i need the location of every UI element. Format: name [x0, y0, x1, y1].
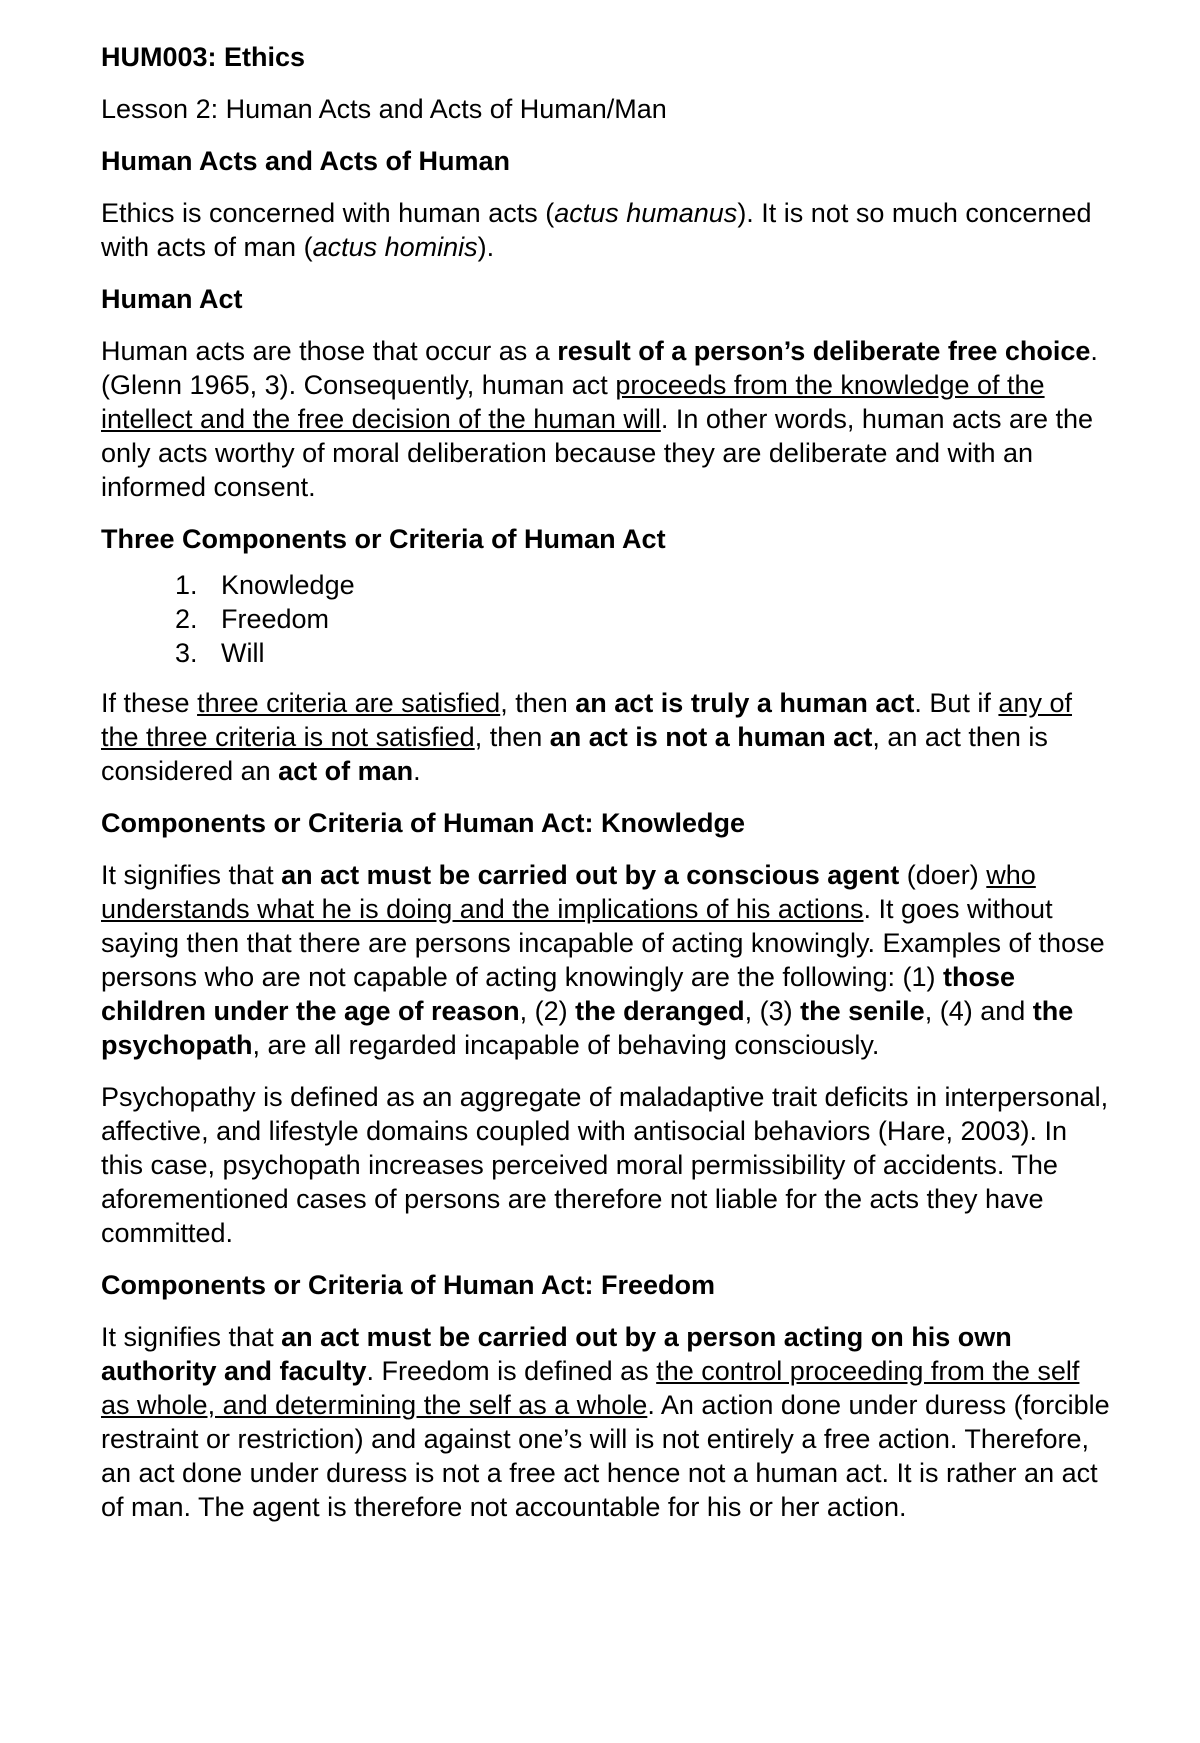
- text-span: . In other words, human acts are the only acts worthy of moral deliberation because they are deliberate and with an informed consent.: [101, 404, 1094, 502]
- heading-three-components: Three Components or Criteria of Human Act: [101, 524, 666, 554]
- bold-text: result of a person’s deliberate free choice: [557, 336, 1091, 366]
- text-span: . Freedom is defined as: [366, 1356, 657, 1386]
- list-item: 2. Freedom: [205, 602, 1110, 636]
- text-span: . But if: [914, 688, 999, 718]
- criteria-list: [101, 568, 1110, 670]
- underlined-text: who understands what he is doing and the implications of his actions: [101, 860, 1036, 924]
- text-span: .: [413, 756, 421, 786]
- italic-term: actus humanus: [554, 198, 738, 228]
- underlined-text: the control proceeding from the self as whole, and determining the self as a whole: [101, 1356, 1080, 1420]
- course-title: HUM003: Ethics: [101, 42, 306, 72]
- paragraph-criteria-satisfied: [101, 686, 1110, 788]
- bold-text: an act must be carried out by a conscious agent: [281, 860, 900, 890]
- heading-knowledge: Components or Criteria of Human Act: Knowledge: [101, 808, 746, 838]
- text-span: ). It is not so much concerned with acts of man (: [101, 198, 1092, 262]
- text-span: , (2): [519, 996, 576, 1026]
- text-span: If these: [101, 688, 198, 718]
- text-span: ).: [477, 232, 495, 262]
- text-span: . (Glenn 1965, 3). Consequently, human act: [101, 336, 1098, 400]
- text-span: , an act then is considered an: [101, 722, 1048, 786]
- text-span: It signifies that: [101, 1322, 282, 1352]
- text-span: , (4) and: [924, 996, 1033, 1026]
- paragraph-freedom: [101, 1320, 1110, 1524]
- italic-term: actus hominis: [312, 232, 478, 262]
- text-span: , are all regarded incapable of behaving consciously.: [252, 1030, 880, 1060]
- list-item: 1. Knowledge: [205, 568, 1110, 602]
- bold-text: the senile: [800, 996, 925, 1026]
- lesson-title: Lesson 2: Human Acts and Acts of Human/Man: [101, 94, 667, 124]
- text-span: (doer): [899, 860, 987, 890]
- bold-text: an act is not a human act: [549, 722, 873, 752]
- list-item: 3. Will: [205, 636, 1110, 670]
- text-span: Human acts are those that occur as a: [101, 336, 558, 366]
- paragraph-ethics-concern: [101, 196, 1110, 264]
- paragraph-psychopathy: Psychopathy is defined as an aggregate of maladaptive trait deficits in interpersonal, affective, and lifestyle domains coupled with antisocial behaviors (Hare, 2003). In this case, psychopath increases perceived moral permissibility of accidents. The aforementioned cases of persons are therefore not liable for the acts they have committed.: [101, 1082, 1109, 1248]
- text-span: , (3): [744, 996, 801, 1026]
- text-span: Ethics is concerned with human acts (: [101, 198, 555, 228]
- bold-text: the deranged: [575, 996, 745, 1026]
- bold-text: act of man: [278, 756, 414, 786]
- underlined-text: three criteria are satisfied: [197, 688, 501, 718]
- text-span: It signifies that: [101, 860, 282, 890]
- text-span: . It goes without saying then that there are persons incapable of acting knowingly. Examples of those persons who are not capable of acting knowingly are the following: (1): [101, 894, 1105, 992]
- bold-text: an act must be carried out by a person acting on his own authority and faculty: [101, 1322, 1012, 1386]
- bold-text: an act is truly a human act: [575, 688, 915, 718]
- heading-human-act: Human Act: [101, 284, 243, 314]
- bold-text: the psychopath: [101, 996, 1074, 1060]
- text-span: , then: [500, 688, 576, 718]
- text-span: . An action done under duress (forcible restraint or restriction) and against one’s will is not entirely a free action. Therefore, an act done under duress is not a free act hence not a human act. It is rather an act of man. The agent is therefore not accountable for his or her action.: [101, 1390, 1110, 1522]
- bold-text: those children under the age of reason: [101, 962, 1015, 1026]
- heading-freedom: Components or Criteria of Human Act: Freedom: [101, 1270, 716, 1300]
- underlined-text: any of the three criteria is not satisfied: [101, 688, 1072, 752]
- underlined-text: proceeds from the knowledge of the intellect and the free decision of the human will: [101, 370, 1045, 434]
- paragraph-human-act-definition: [101, 334, 1110, 504]
- heading-human-acts-and-acts-of-human: Human Acts and Acts of Human: [101, 146, 511, 176]
- paragraph-knowledge: [101, 858, 1110, 1062]
- text-span: , then: [474, 722, 550, 752]
